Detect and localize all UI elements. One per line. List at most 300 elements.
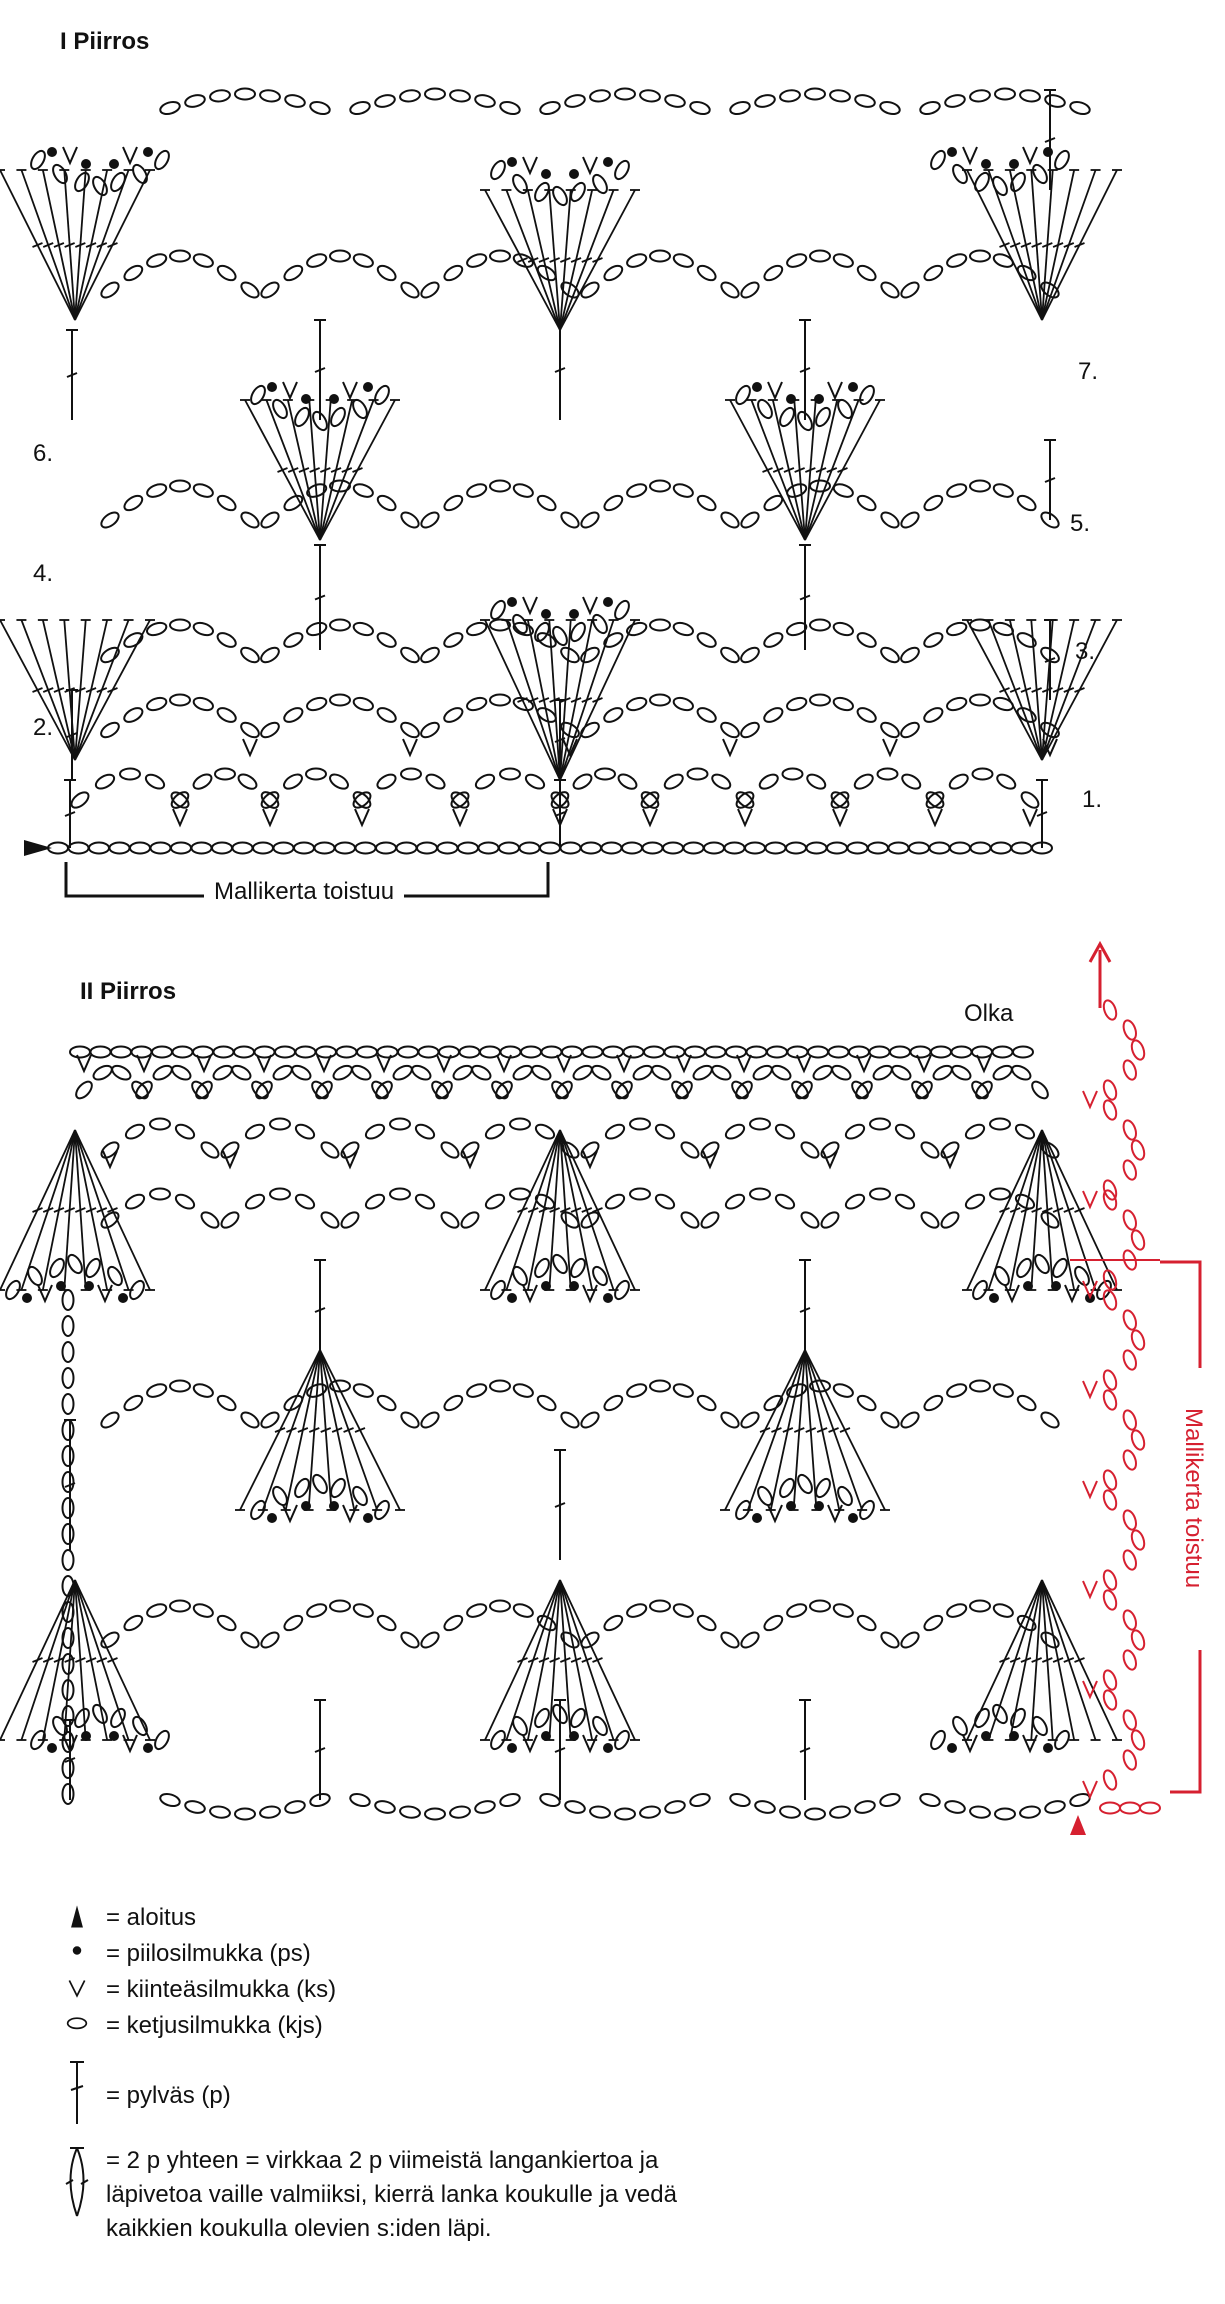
chain-stitch	[391, 1063, 414, 1082]
single-crochet	[963, 1735, 977, 1751]
chain-stitch	[1008, 1707, 1028, 1730]
chain-stitch	[244, 1192, 267, 1212]
chain-stitch	[290, 1063, 313, 1082]
chain-stitch	[349, 1792, 371, 1808]
chain-stitch	[63, 1654, 74, 1674]
chain-stitch	[969, 1805, 990, 1819]
single-crochet	[343, 1151, 357, 1167]
chain-stitch	[1101, 1369, 1118, 1392]
chain-stitch	[819, 1139, 841, 1160]
chain-stitch	[352, 1382, 375, 1399]
chain-stitch	[679, 1209, 701, 1230]
chain-stitch	[894, 1192, 917, 1212]
chain-stitch	[650, 1381, 670, 1392]
slip-stitch	[507, 1293, 517, 1303]
single-crochet	[797, 1055, 811, 1071]
slip-stitch	[989, 1293, 999, 1303]
chain-stitch	[63, 1420, 74, 1440]
chain-stitch	[719, 1630, 742, 1651]
chain-stitch	[1101, 1469, 1118, 1492]
chain-stitch	[296, 1047, 316, 1058]
chain-stitch	[899, 1630, 922, 1651]
chain-stitch	[952, 1047, 972, 1058]
slip-stitch	[84, 1281, 94, 1291]
chain-stitch	[1029, 1079, 1051, 1101]
single-crochet	[1023, 1735, 1037, 1751]
chain-stitch	[724, 1192, 747, 1212]
chain-stitch	[150, 1189, 170, 1200]
chain-stitch	[63, 1498, 74, 1518]
chain-stitch	[890, 1047, 910, 1058]
legend-text-chain-stitch: = ketjusilmukka (kjs)	[106, 2012, 323, 2039]
chain-stitch	[1129, 1139, 1146, 1162]
chain-stitch	[945, 1382, 968, 1399]
chain-stitch	[170, 1381, 190, 1392]
chain-stitch	[410, 1063, 433, 1082]
chain-stitch	[398, 1047, 418, 1058]
chain-stitch	[625, 1382, 648, 1399]
chain-stitch	[459, 1209, 481, 1230]
chain-stitch	[364, 1192, 387, 1212]
chain-stitch	[785, 1602, 808, 1619]
chain-stitch	[844, 1192, 867, 1212]
chain-stitch	[1100, 1803, 1120, 1814]
chain-stitch	[259, 1410, 282, 1431]
chain-stitch	[490, 1381, 510, 1392]
chain-stitch	[762, 1613, 785, 1633]
chain-stitch	[654, 1192, 677, 1212]
chain-stitch	[724, 1122, 747, 1142]
slip-stitch	[603, 1743, 613, 1753]
row-label-6: 6.	[33, 440, 54, 467]
single-crochet	[103, 1151, 117, 1167]
chain-stitch	[992, 1602, 1015, 1619]
slip-stitch	[143, 1743, 153, 1753]
chain-stitch	[819, 1209, 841, 1230]
chain-stitch	[63, 1290, 74, 1310]
chain-stitch	[259, 1805, 280, 1819]
chain-stitch	[990, 1703, 1010, 1726]
chain-stitch	[219, 1209, 241, 1230]
chain-stitch	[530, 1063, 553, 1082]
chain-stitch	[654, 1122, 677, 1142]
chain-stitch	[535, 1613, 558, 1633]
chain-stitch	[1052, 1729, 1072, 1752]
chain-stitch	[1050, 1257, 1070, 1280]
chain-stitch	[685, 1047, 705, 1058]
chain-stitch	[425, 1809, 445, 1820]
chain-stitch	[832, 1602, 855, 1619]
chain-stitch	[465, 1382, 488, 1399]
chain-stitch	[132, 1047, 152, 1058]
chain-stitch	[854, 1799, 876, 1815]
chain-stitch	[550, 1253, 570, 1276]
chain-stitch	[1129, 1629, 1146, 1652]
chain-stitch	[474, 1799, 496, 1815]
chain-stitch	[1101, 1289, 1118, 1312]
chain-stitch	[110, 1063, 133, 1082]
chain-stitch	[357, 1047, 377, 1058]
chain-stitch	[879, 1792, 901, 1808]
chain-stitch	[90, 1703, 110, 1726]
chain-stitch	[950, 1715, 970, 1738]
chain-stitch	[870, 1119, 890, 1130]
row-label-1: 1.	[1082, 786, 1103, 813]
chain-stitch	[159, 1792, 181, 1808]
chain-stitch	[1101, 1099, 1118, 1122]
chain-stitch	[350, 1063, 373, 1082]
chain-stitch	[1121, 1019, 1138, 1042]
chain-stitch	[832, 1382, 855, 1399]
chain-stitch	[230, 1063, 253, 1082]
chain-stitch	[631, 1063, 654, 1082]
slip-stitch	[267, 1513, 277, 1523]
chain-stitch	[879, 1630, 902, 1651]
chain-stitch	[108, 1707, 128, 1730]
red-start-arrow-icon	[1070, 1815, 1086, 1835]
single-crochet	[523, 1285, 537, 1301]
chain-stitch	[63, 1550, 74, 1570]
chain-stitch	[192, 1602, 215, 1619]
single-crochet	[617, 1055, 631, 1071]
chain-stitch	[1101, 1269, 1118, 1292]
slip-stitch	[947, 1743, 957, 1753]
chain-stitch	[750, 1119, 770, 1130]
chain-stitch	[602, 1613, 625, 1633]
chain-stitch	[1101, 1669, 1118, 1692]
chain-stitch	[124, 1192, 147, 1212]
chain-stitch	[488, 1729, 508, 1752]
chain-stitch	[414, 1122, 437, 1142]
chain-stitch	[91, 1063, 114, 1082]
chain-stitch	[871, 1063, 894, 1082]
chain-stitch	[964, 1192, 987, 1212]
chain-stitch	[535, 1393, 558, 1413]
chain-stitch	[99, 1410, 122, 1431]
chain-stitch	[672, 1382, 695, 1399]
chain-stitch	[63, 1368, 74, 1388]
chain-stitch	[754, 1799, 776, 1815]
chain-stitch	[199, 1209, 221, 1230]
chain-stitch	[795, 1473, 815, 1496]
slip-stitch	[541, 1731, 551, 1741]
single-crochet	[1083, 1191, 1097, 1207]
chain-stitch	[1121, 1449, 1138, 1472]
chain-stitch	[1121, 1709, 1138, 1732]
chain-stitch	[1121, 1059, 1138, 1082]
chain-stitch	[1121, 1509, 1138, 1532]
chain-stitch	[972, 1707, 992, 1730]
chain-stitch	[532, 1707, 552, 1730]
chain-stitch	[726, 1047, 746, 1058]
chain-stitch	[1039, 1410, 1062, 1431]
chain-stitch	[919, 1209, 941, 1230]
chain-stitch	[579, 1139, 601, 1160]
chain-stitch	[612, 1279, 632, 1302]
chain-stitch	[729, 1792, 751, 1808]
slip-stitch	[603, 1293, 613, 1303]
chain-stitch	[568, 1257, 588, 1280]
legend-text-start: = aloitus	[106, 1904, 197, 1931]
chain-stitch	[970, 1601, 990, 1612]
chain-stitch	[890, 1063, 913, 1082]
chain-stitch	[691, 1063, 714, 1082]
chain-stitch	[127, 1279, 147, 1302]
single-crochet	[123, 1735, 137, 1751]
chain-stitch	[111, 1047, 131, 1058]
chain-stitch	[995, 1809, 1015, 1820]
chain-stitch	[739, 1630, 762, 1651]
chain-stitch	[378, 1047, 398, 1058]
single-crochet	[823, 1151, 837, 1167]
chain-stitch	[439, 1047, 459, 1058]
slip-stitch	[1043, 1743, 1053, 1753]
slip-stitch	[786, 1501, 796, 1511]
chain-stitch	[970, 1279, 990, 1302]
chain-stitch	[665, 1047, 685, 1058]
legend-text-dc2tog	[106, 2144, 677, 2246]
chain-stitch	[559, 1410, 582, 1431]
chain-stitch	[699, 1139, 721, 1160]
chain-stitch	[442, 1613, 465, 1633]
legend-text-slip-stitch: = piilosilmukka (ps)	[106, 1940, 311, 1967]
chain-stitch	[604, 1192, 627, 1212]
chain-stitch	[922, 1613, 945, 1633]
chain-stitch	[972, 1047, 992, 1058]
chain-stitch	[271, 1063, 294, 1082]
single-crochet	[583, 1735, 597, 1751]
chain-stitch	[174, 1122, 197, 1142]
single-crochet	[1083, 1581, 1097, 1597]
single-crochet	[463, 1151, 477, 1167]
chain-stitch	[774, 1122, 797, 1142]
chain-stitch	[589, 1805, 610, 1819]
slip-stitch	[47, 1743, 57, 1753]
chain-stitch	[799, 1139, 821, 1160]
chain-stitch	[855, 1393, 878, 1413]
red-bracket-bottom	[1170, 1650, 1200, 1792]
chain-stitch	[339, 1139, 361, 1160]
chain-stitch	[375, 1393, 398, 1413]
chain-stitch	[63, 1446, 74, 1466]
chain-stitch	[602, 1393, 625, 1413]
chart-2-title: II Piirros	[80, 978, 177, 1005]
chain-stitch	[1129, 1529, 1146, 1552]
chain-stitch	[364, 1122, 387, 1142]
single-crochet	[497, 1055, 511, 1071]
chain-stitch	[1010, 1063, 1033, 1082]
chain-stitch	[1129, 1229, 1146, 1252]
chain-stitch	[664, 1799, 686, 1815]
single-crochet	[768, 1505, 782, 1521]
chain-stitch	[184, 1799, 206, 1815]
chain-stitch	[830, 1063, 853, 1082]
chain-stitch	[993, 1047, 1013, 1058]
legend-text-dc2tog-line-3: kaikkien koukulla olevien s:iden läpi.	[106, 2215, 492, 2242]
chain-stitch	[1044, 1799, 1066, 1815]
single-crochet	[223, 1151, 237, 1167]
chain-stitch	[950, 1063, 973, 1082]
chain-stitch	[63, 1732, 74, 1752]
chain-stitch	[719, 1410, 742, 1431]
single-crochet	[38, 1285, 52, 1301]
dc2tog-icon	[62, 2144, 92, 2224]
chain-stitch	[83, 1257, 103, 1280]
slip-stitch	[981, 1731, 991, 1741]
chain-stitch	[510, 1189, 530, 1200]
chain-stitch	[568, 1707, 588, 1730]
chain-stitch	[899, 1410, 922, 1431]
chain-stitch	[1030, 1715, 1050, 1738]
chain-stitch	[630, 1189, 650, 1200]
chain-stitch	[844, 1122, 867, 1142]
chain-stitch	[63, 1706, 74, 1726]
chain-stitch	[259, 1630, 282, 1651]
chain-stitch	[375, 1613, 398, 1633]
row-label-3: 3.	[1075, 638, 1096, 665]
single-crochet	[1065, 1285, 1079, 1301]
chain-stitch	[770, 1063, 793, 1082]
chain-stitch	[145, 1382, 168, 1399]
chain-stitch	[799, 1209, 821, 1230]
chain-stitch	[1032, 1253, 1052, 1276]
chain-stitch	[612, 1729, 632, 1752]
chain-stitch	[970, 1381, 990, 1392]
chain-stitch	[488, 1279, 508, 1302]
double-crochet-icon	[62, 2058, 92, 2128]
chain-stitch	[124, 1122, 147, 1142]
slip-stitch	[507, 1743, 517, 1753]
chain-stitch	[992, 1382, 1015, 1399]
chain-stitch	[449, 1805, 470, 1819]
chain-stitch	[209, 1805, 230, 1819]
chain-stitch	[939, 1139, 961, 1160]
chain-stitch	[750, 1189, 770, 1200]
legend-text-double-crochet: = pylväs (p)	[106, 2082, 231, 2109]
chain-stitch	[1014, 1257, 1034, 1280]
shoulder-label: Olka	[964, 1000, 1014, 1027]
single-crochet	[828, 1505, 842, 1521]
chain-stitch	[604, 1122, 627, 1142]
chain-stitch	[990, 1189, 1010, 1200]
chain-stitch	[590, 1063, 613, 1082]
chain-stitch	[849, 1047, 869, 1058]
chain-stitch	[829, 1805, 850, 1819]
chain-stitch	[672, 1602, 695, 1619]
chain-stitch	[419, 1630, 442, 1651]
chain-stitch	[945, 1602, 968, 1619]
chain-stitch	[3, 1279, 23, 1302]
slip-stitch	[22, 1293, 32, 1303]
chain-stitch	[419, 1047, 439, 1058]
chain-stitch	[122, 1613, 145, 1633]
chain-stitch	[855, 1613, 878, 1633]
chain-stitch	[992, 1265, 1012, 1288]
chain-stitch	[173, 1047, 193, 1058]
chain-stitch	[679, 1139, 701, 1160]
chain-stitch	[1101, 1489, 1118, 1512]
chain-stitch	[813, 1477, 833, 1500]
single-crochet	[1083, 1381, 1097, 1397]
chain-stitch	[170, 1601, 190, 1612]
single-crochet	[943, 1151, 957, 1167]
chain-stitch	[879, 1410, 902, 1431]
chain-stitch	[695, 1393, 718, 1413]
chain-stitch	[1101, 1389, 1118, 1412]
chain-stitch	[630, 1119, 650, 1130]
single-crochet	[523, 1735, 537, 1751]
slip-stitch-icon	[62, 1936, 92, 1970]
chain-stitch	[63, 1342, 74, 1362]
chain-stitch	[870, 1047, 890, 1058]
chain-stitch	[1039, 1630, 1062, 1651]
single-crochet	[1083, 1091, 1097, 1107]
chain-stitch	[1101, 999, 1118, 1022]
slip-stitch	[1023, 1281, 1033, 1291]
single-crochet	[98, 1285, 112, 1301]
chain-stitch	[91, 1047, 111, 1058]
chain-stitch	[919, 1792, 941, 1808]
chain-stitch	[151, 1063, 174, 1082]
chain-stitch	[152, 1047, 172, 1058]
chain-stitch	[234, 1047, 254, 1058]
chain-stitch	[650, 1063, 673, 1082]
slip-stitch	[81, 1731, 91, 1741]
chain-stitch	[964, 1122, 987, 1142]
chain-stitch	[1101, 1569, 1118, 1592]
chain-stitch	[270, 1119, 290, 1130]
chain-stitch	[1019, 1805, 1040, 1819]
chain-stitch	[650, 1601, 670, 1612]
chain-stitch	[1013, 1047, 1033, 1058]
chain-stitch	[583, 1047, 603, 1058]
chain-stitch	[706, 1047, 726, 1058]
chain-stitch	[459, 1139, 481, 1160]
chain-stitch	[337, 1047, 357, 1058]
slip-stitch	[1051, 1281, 1061, 1291]
chain-stitch	[25, 1265, 45, 1288]
chain-stitch	[511, 1063, 534, 1082]
chain-stitch	[1121, 1159, 1138, 1182]
chain-stitch	[499, 1792, 521, 1808]
chain-stitch	[1129, 1729, 1146, 1752]
chain-stitch	[439, 1209, 461, 1230]
chain-stitch	[72, 1707, 92, 1730]
chain-stitch	[282, 1613, 305, 1633]
chain-stitch	[1121, 1549, 1138, 1572]
chain-stitch	[460, 1047, 480, 1058]
chain-stitch	[490, 1601, 510, 1612]
chain-stitch	[270, 1189, 290, 1200]
chain-stitch	[739, 1410, 762, 1431]
chain-stitch	[1129, 1329, 1146, 1352]
single-crochet	[283, 1505, 297, 1521]
single-crochet	[677, 1055, 691, 1071]
chain-stitch	[219, 1139, 241, 1160]
chain-stitch	[73, 1079, 95, 1101]
chain-stitch	[316, 1047, 336, 1058]
slip-stitch	[363, 1513, 373, 1523]
chain-stitch	[1101, 1689, 1118, 1712]
chain-stitch	[774, 1192, 797, 1212]
chain-stitch	[211, 1063, 234, 1082]
chain-stitch	[215, 1393, 238, 1413]
chain-stitch	[811, 1063, 834, 1082]
chain-stitch	[1101, 1589, 1118, 1612]
chain-stitch	[199, 1139, 221, 1160]
chain-stitch	[624, 1047, 644, 1058]
chain-stitch	[532, 1257, 552, 1280]
